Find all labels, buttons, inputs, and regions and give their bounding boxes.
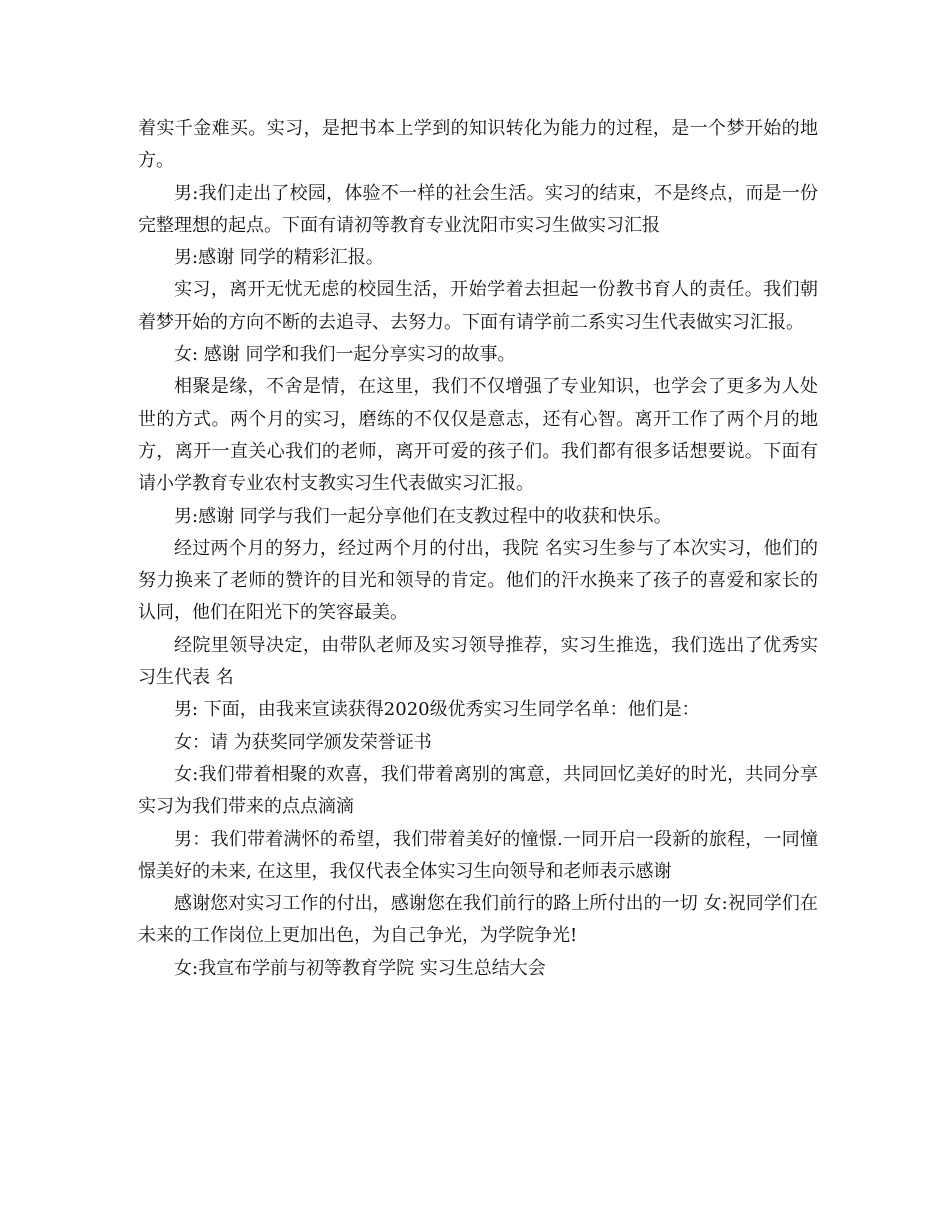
paragraph-12: 女:我们带着相聚的欢喜，我们带着离别的寓意，共同回忆美好的时光，共同分享实习为我们带来的点点滴滴 bbox=[138, 763, 818, 818]
paragraph-13: 男：我们带着满怀的希望，我们带着美好的憧憬.一同开启一段新的旅程，一同憧憬美好的未来, 在这里，我仅代表全体实习生向领导和老师表示感谢 bbox=[138, 828, 818, 882]
paragraph-3: 男:感谢 同学的精彩汇报。 bbox=[174, 247, 384, 269]
paragraph-6: 相聚是缘，不舍是情，在这里，我们不仅增强了专业知识，也学会了更多为人处世的方式。两个月的实习，磨练的不仅仅是意志，还有心智。离开工作了两个月的地方，离开一直关心我们的老师，离开可爱的孩子们。我们都有很多话想要说。下面有请小学教育专业农村支教实习生代表做实习汇报。 bbox=[138, 376, 818, 495]
paragraph-8: 经过两个月的努力，经过两个月的付出，我院 名实习生参与了本次实习，他们的努力换来了老师的赞许的目光和领导的肯定。他们的汗水换来了孩子的喜爱和家长的认同，他们在阳光下的笑容最美。 bbox=[138, 537, 818, 624]
paragraph-4: 实习，离开无忧无虑的校园生活，开始学着去担起一份教书育人的责任。我们朝着梦开始的方向不断的去追寻、去努力。下面有请学前二系实习生代表做实习汇报。 bbox=[138, 279, 818, 333]
paragraph-15: 女:我宣布学前与初等教育学院 实习生总结大会 bbox=[174, 957, 546, 979]
paragraph-1: 着实千金难买。实习，是把书本上学到的知识转化为能力的过程，是一个梦开始的地方。 bbox=[138, 118, 818, 172]
document-body bbox=[138, 113, 818, 985]
paragraph-2: 男:我们走出了校园，体验不一样的社会生活。实习的结束，不是终点，而是一份完整理想的起点。下面有请初等教育专业沈阳市实习生做实习汇报 bbox=[138, 182, 818, 236]
paragraph-5: 女: 感谢 同学和我们一起分享实习的故事。 bbox=[174, 344, 516, 366]
paragraph-11: 女：请 为获奖同学颁发荣誉证书 bbox=[174, 731, 432, 753]
paragraph-10: 男: 下面，由我来宣读获得2020级优秀实习生同学名单：他们是： bbox=[174, 699, 700, 721]
paragraph-7: 男:感谢 同学与我们一起分享他们在支教过程中的收获和快乐。 bbox=[174, 505, 672, 527]
paragraph-9: 经院里领导决定，由带队老师及实习领导推荐，实习生推选，我们选出了优秀实习生代表 名 bbox=[138, 634, 818, 689]
paragraph-14: 感谢您对实习工作的付出，感谢您在我们前行的路上所付出的一切 女:祝同学们在未来的工作岗位上更加出色，为自己争光，为学院争光! bbox=[138, 893, 818, 947]
